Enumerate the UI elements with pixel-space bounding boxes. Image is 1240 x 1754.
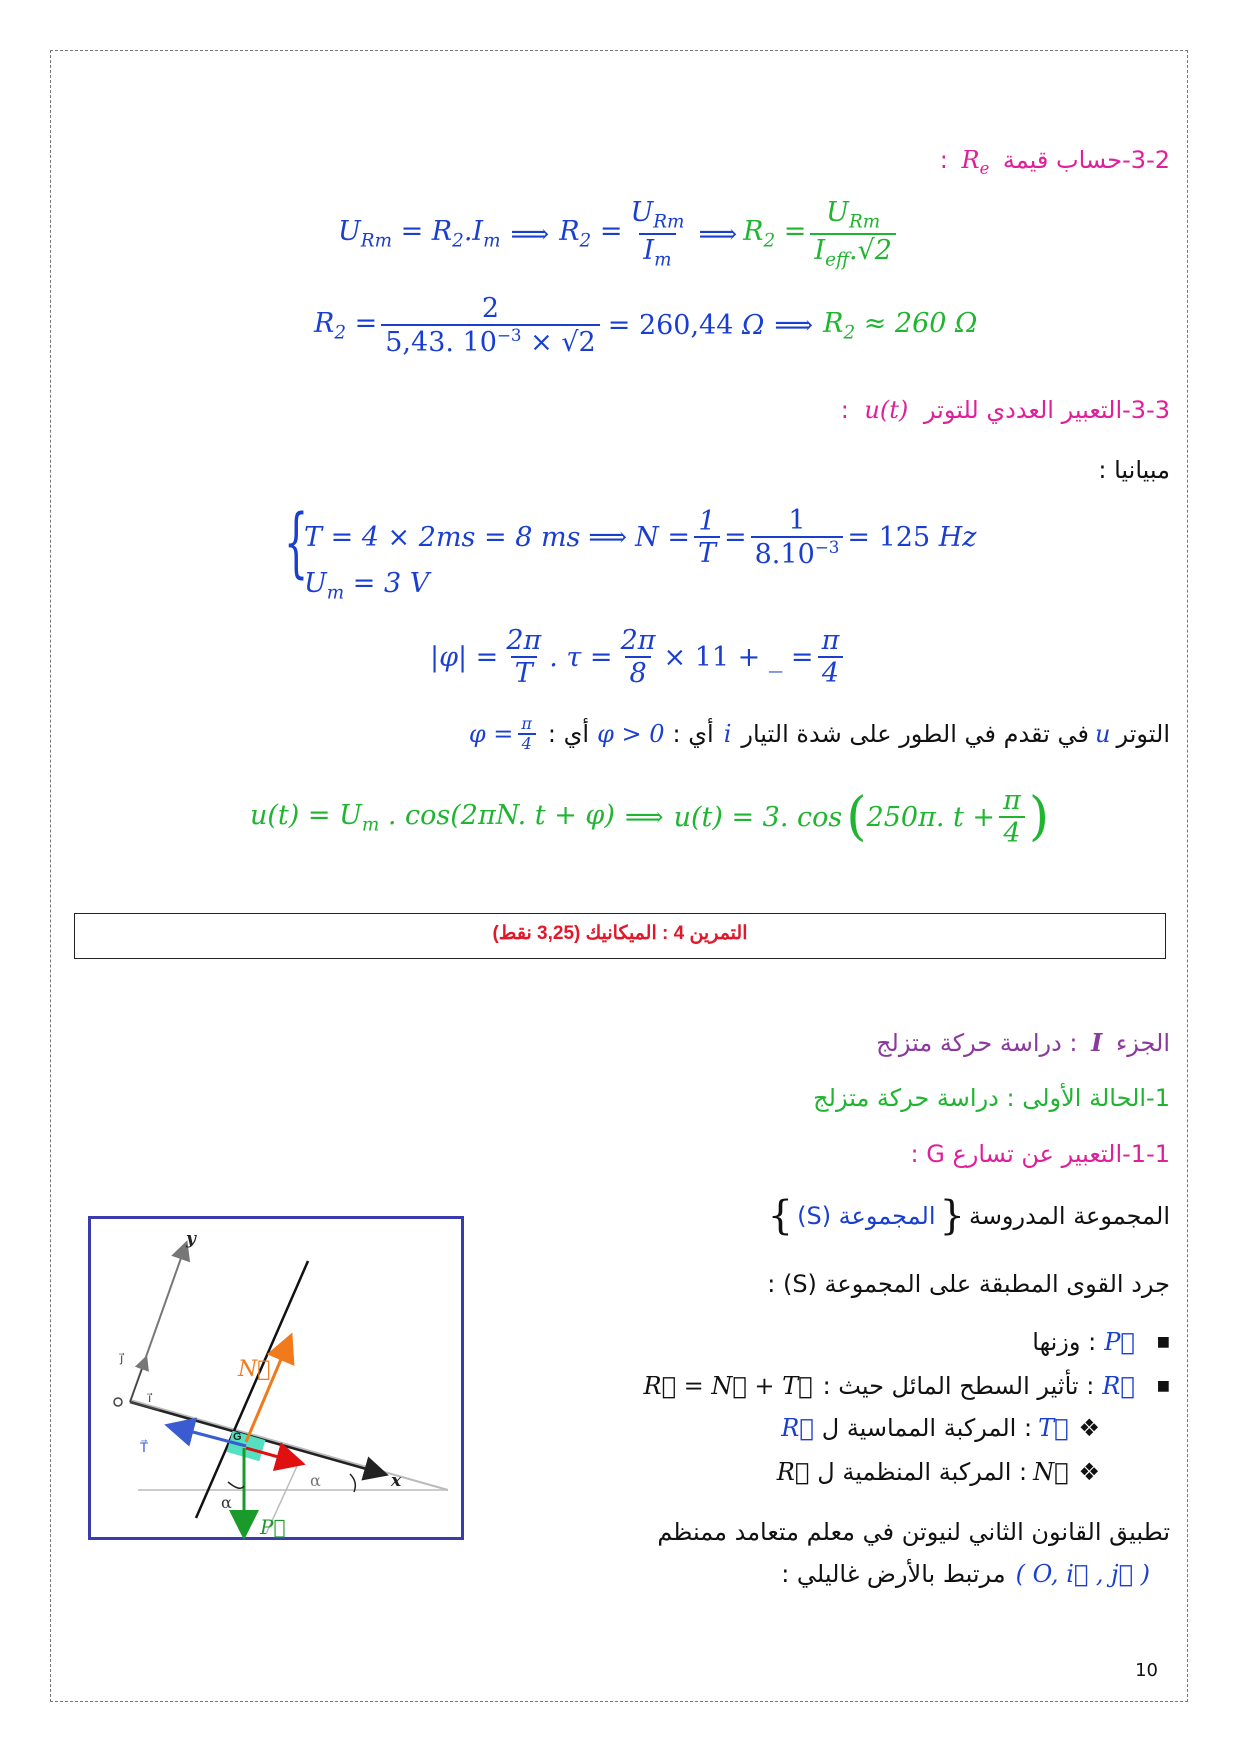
equation-r2-derivation: $U_{Rm} = R_2.I_m$ ⟹ $R_2$ = $\frac{U_{Rm}}{I_m}$ ⟹ $R_2$ = $\frac{U_{Rm}}{I_{eff}.√2}$: [338, 198, 900, 270]
component-tangential: ❖ T⃗ : المركبة المماسية ل R⃗: [781, 1414, 1100, 1442]
exercise-title: التمرين 4 : الميكانيك (3,25 نقط): [492, 923, 748, 944]
equation-u-of-t: $u(t) = U_m$ . cos(2πN. t + φ) ⟹ u(t) = 3. cos ( 250π. t + $\frac{\pi}{4}$ ): [250, 785, 1050, 849]
x-label: x: [391, 1471, 402, 1491]
equation-phi: |φ| = $\frac{2\pi}{T}$ . τ = $\frac{2\pi}{8}$ × 11 + _ = $\frac{\pi}{4}$: [430, 626, 847, 689]
part-1-heading: الجزء I : دراسة حركة متزلج: [876, 1028, 1170, 1057]
case-1-heading: 1-الحالة الأولى : دراسة حركة متزلج: [813, 1084, 1170, 1112]
inclined-plane-figure: [88, 1216, 464, 1540]
equation-r2-value: $R_2$ = $\frac{2}{5,43. 10^{-3} \times √2}$ = 260,44 Ω ⟹ $R_2 \approx 260$ Ω: [314, 293, 978, 358]
graph-label: مبيانيا :: [1098, 456, 1170, 484]
n-label: N⃗: [238, 1357, 271, 1382]
studied-system: المجموعة المدروسة { المجموعة (S) }: [767, 1193, 1170, 1239]
section-3-3-heading: 3-3-التعبير العددي للتوتر u(t) :: [840, 396, 1170, 424]
alpha-label-2: α: [310, 1471, 321, 1490]
newton-line-1: تطبيق القانون الثاني لنيوتن في معلم متعامد ممنظم: [657, 1518, 1170, 1546]
component-normal: ❖ N⃗ : المركبة المنظمية ل R⃗: [776, 1458, 1100, 1486]
section-1-1-heading: 1-1-التعبير عن تسارع G :: [910, 1140, 1170, 1168]
j-label: j⃗: [120, 1351, 124, 1365]
force-weight: ■ P⃗ : وزنها: [1032, 1328, 1170, 1356]
t-label: T⃗: [140, 1441, 148, 1456]
phase-statement: التوتر u في تقدم في الطور على شدة التيار i أي : φ > 0 أي : φ = $\frac{\pi}{4}$: [468, 714, 1170, 753]
p-label: P⃗: [260, 1515, 286, 1539]
i-label: i⃗: [148, 1391, 152, 1405]
page-number: 10: [1135, 1660, 1158, 1681]
force-reaction: ■ R⃗ : تأثير السطح المائل حيث : R⃗ = N⃗ + T⃗: [643, 1372, 1170, 1400]
y-label: y: [186, 1229, 196, 1249]
forces-intro: جرد القوى المطبقة على المجموعة (S) :: [767, 1270, 1170, 1298]
section-3-2-heading: 3-2-حساب قيمة $R_e$ :: [939, 146, 1170, 178]
exercise-title-box: [74, 913, 1166, 959]
newton-line-2: ( O, i⃗ , j⃗ ) مرتبط بالأرض غاليلي :: [781, 1560, 1150, 1588]
alpha-label-1: α: [221, 1493, 232, 1512]
g-label: G: [233, 1431, 242, 1443]
